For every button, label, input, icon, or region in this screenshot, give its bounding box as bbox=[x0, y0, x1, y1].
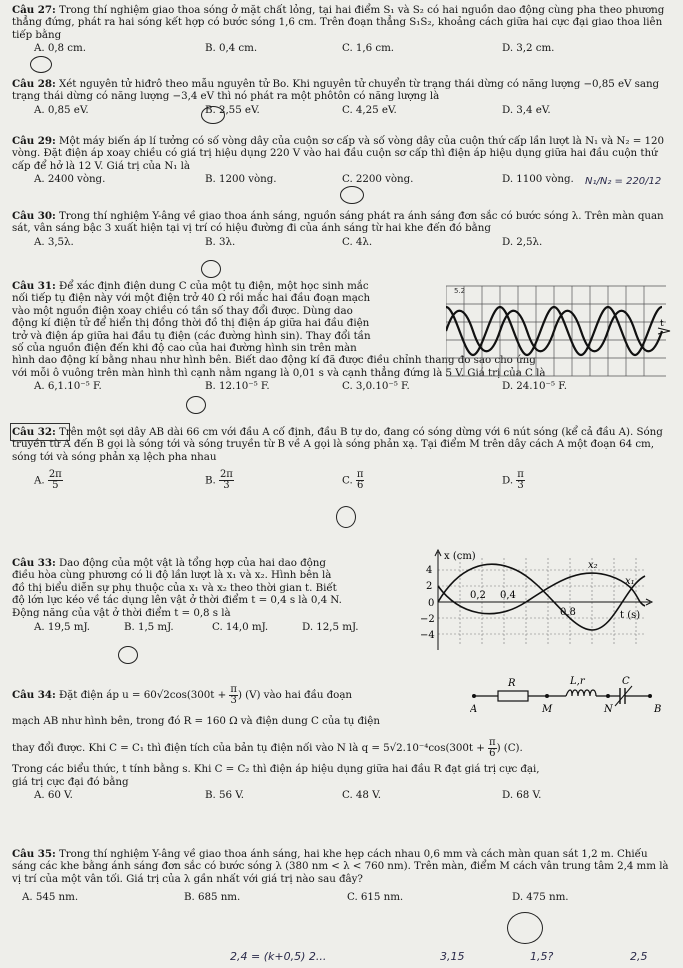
answer-circle bbox=[186, 396, 206, 414]
y-tick: 4 bbox=[426, 565, 433, 576]
question-30 bbox=[12, 210, 672, 249]
y-tick: −4 bbox=[420, 630, 435, 641]
text-line: Dao động của một vật là tổng hợp của hai dao động bbox=[58, 557, 326, 569]
option-b[interactable]: B. 1,5 mJ. bbox=[124, 621, 174, 634]
answer-circle bbox=[340, 186, 364, 204]
node-n bbox=[606, 694, 610, 698]
x-t-graph bbox=[420, 546, 660, 658]
question-label: Câu 29: bbox=[12, 135, 56, 147]
text-line: Động năng của vật ở thời điểm t = 0,8 s là bbox=[12, 606, 231, 619]
text-line: với mỗi ô vuông trên màn hình thì cạnh nằm ngang là 0,01 s và cạnh thẳng đứng là 5 V. Giá trị của C là bbox=[12, 366, 546, 379]
option-a[interactable]: A. 0,8 cm. bbox=[34, 42, 86, 55]
t-tick: 0,4 bbox=[500, 590, 516, 601]
option-c[interactable]: C. 3,0.10⁻⁵ F. bbox=[342, 380, 410, 393]
question-text: Một máy biến áp lí tưởng có số vòng dây của cuộn sơ cấp và số vòng dây của cuộn thứ cấp lần lượt là N₁ và N₂ = 120 vòng. Đặt điện áp xoay chiều có giá trị hiệu dụng 220 V vào hai đầu cuộn sơ cấp thì điện áp hiệu dụng giữa hai đầu cuộn thứ cấp để hở là 12 V. Giá trị của N₁ là bbox=[12, 135, 664, 172]
y-tick: 2 bbox=[426, 581, 433, 592]
option-c[interactable]: C. 4,25 eV. bbox=[342, 103, 397, 116]
answer-circle bbox=[336, 506, 356, 528]
node-a bbox=[472, 694, 476, 698]
option-d[interactable]: D. 3,4 eV. bbox=[502, 103, 551, 116]
option-c[interactable]: C. 14,0 mJ. bbox=[212, 621, 269, 634]
options bbox=[12, 236, 672, 249]
handwritten-note: 2,4 = (k+0,5) 2... bbox=[230, 950, 327, 963]
option-d[interactable]: D. 2,5λ. bbox=[502, 235, 543, 248]
oscilloscope-figure bbox=[446, 282, 672, 392]
handwritten-scale: 5.2 bbox=[454, 287, 466, 295]
text-line: mạch AB như hình bên, trong đó R = 160 Ω và điện dung C của tụ điện bbox=[12, 715, 380, 727]
option-a[interactable]: A. 6,1.10⁻⁵ F. bbox=[34, 380, 102, 393]
question-label: Câu 33: bbox=[12, 557, 56, 569]
answer-circle bbox=[507, 912, 543, 944]
legend-x2: x₂ bbox=[588, 560, 598, 571]
y-tick: −2 bbox=[420, 614, 435, 625]
option-d[interactable]: D. 475 nm. bbox=[512, 891, 569, 904]
options bbox=[12, 104, 672, 117]
text-line: Để xác định điện dung C của một tụ điện, một học sinh mắc bbox=[58, 280, 369, 292]
option-a[interactable]: A. 3,5λ. bbox=[34, 235, 74, 248]
option-a[interactable]: A. 545 nm. bbox=[22, 891, 79, 904]
axis-t-label: t bbox=[660, 319, 664, 329]
question-label: Câu 28: bbox=[12, 78, 56, 90]
options bbox=[12, 173, 672, 186]
question-text: Trong thí nghiệm Y-âng về giao thoa ánh sáng, hai khe hẹp cách nhau 0,6 mm và cách màn quan sát 1,2 m. Chiếu sáng các khe bằng ánh sáng đơn sắc có bước sóng λ (380 nm < λ < 760 nm). Trên màn, điểm M cách vân trung tâm 2,4 mm là vị trí của một vân tối. Giá trị của λ gần nhất với giá trị nào sau đây? bbox=[12, 848, 669, 885]
question-32 bbox=[12, 426, 672, 500]
options bbox=[12, 789, 672, 802]
question-28 bbox=[12, 78, 672, 117]
option-d[interactable]: D. 68 V. bbox=[502, 789, 542, 802]
question-label: Câu 31: bbox=[12, 280, 56, 292]
text-line: hình dao động kí bằng nhau như hình bên. Biết dao động kí đã được điều chỉnh thang đo sao cho ứng bbox=[12, 354, 536, 367]
text-line: trở và điện áp giữa hai đầu tụ điện (các đường hình sin). Thay đổi tần bbox=[12, 329, 371, 342]
t-tick: 0,2 bbox=[470, 590, 486, 601]
option-c[interactable]: C. 1,6 cm. bbox=[342, 42, 395, 55]
option-c[interactable]: C. 48 V. bbox=[342, 789, 381, 802]
question-29 bbox=[12, 135, 672, 186]
options bbox=[12, 42, 672, 55]
option-b[interactable]: B. 12.10⁻⁵ F. bbox=[205, 380, 270, 393]
question-text: Đặt điện áp u = 60√2cos(300t + bbox=[58, 689, 230, 701]
question-label: Câu 34: bbox=[12, 689, 56, 701]
y-tick: 0 bbox=[428, 598, 435, 609]
handwritten-note: 3,15 bbox=[440, 950, 465, 963]
option-a[interactable]: A. 2400 vòng. bbox=[34, 173, 106, 186]
question-text: Xét nguyên tử hiđrô theo mẫu nguyên tử Bo. Khi nguyên tử chuyển từ trạng thái dừng có năng lượng −0,85 eV sang trạng thái dừng có năng lượng −3,4 eV thì nó phát ra một phôtôn có năng lượng là bbox=[12, 78, 660, 103]
inductor-icon bbox=[566, 690, 596, 696]
options bbox=[12, 891, 672, 904]
text-line: số của nguồn điện đến khi độ cao của hai đường hình sin trên màn bbox=[12, 342, 357, 355]
text-line: vào một nguồn điện xoay chiều có tần số thay đổi được. Dùng dao bbox=[12, 304, 353, 317]
handwritten-note: 1,5? bbox=[530, 950, 554, 963]
question-34: Câu 34: Đặt điện áp u = 60√2cos(300t + $\frac{\pi}{3}$ ) (V) vào hai đầu đoạn mạch AB như hình bên, trong đó R = 160 Ω và điện dung C của tụ điện thay đổi được. Khi C = C₁ thì điện tích của bản tụ điện nối vào N là q = 5√2.10⁻⁴cos(300t + $\frac{\pi}{6}$ ) (C). Trong các biểu thức, t tính bằng s. Khi C = C₂ thì điện áp hiệu dụng giữa hai đầu R đạt giá trị cực đại, giá trị cực đại đó bằng A. 60 V. B. 56 V. C. 48 V. D. 68 V. bbox=[12, 684, 672, 802]
option-d[interactable]: D. 1100 vòng. bbox=[502, 173, 574, 186]
option-a[interactable]: A. 0,85 eV. bbox=[34, 103, 89, 116]
option-a[interactable]: A. 19,5 mJ. bbox=[34, 621, 90, 634]
question-label: Câu 32: bbox=[12, 426, 56, 438]
answer-circle bbox=[118, 646, 138, 664]
question-text: Trên một sợi dây AB dài 66 cm với đầu A cố định, đầu B tự do, đang có sóng dừng với 6 nút sóng (kể cả đầu A). Sóng truyền từ A đến B gọi là sóng tới và sóng truyền từ B về A gọi là sóng phản xạ. Tại điểm M trên dây cách A một đoạn 64 cm, sóng tới và sóng phản xạ lệch pha nhau bbox=[12, 426, 663, 463]
node-b bbox=[648, 694, 652, 698]
text-line: thay đổi được. Khi C = C₁ thì điện tích của bản tụ điện nối vào N là q = 5√2.10⁻⁴cos(300t + bbox=[12, 742, 489, 755]
question-label: Câu 30: bbox=[12, 210, 56, 222]
text-line: đồ thị biểu diễn sự phụ thuộc của x₁ và x₂ theo thời gian t. Biết bbox=[12, 581, 337, 594]
answer-circle bbox=[30, 56, 52, 73]
option-a[interactable]: A. $\frac{2\pi}{5}$ bbox=[34, 469, 62, 492]
node-m bbox=[545, 694, 549, 698]
option-c[interactable]: C. 4λ. bbox=[342, 235, 373, 248]
option-b[interactable]: B. $\frac{2\pi}{3}$ bbox=[205, 469, 233, 492]
question-text: Trong thí nghiệm Y-âng về giao thoa ánh sáng, nguồn sáng phát ra ánh sáng đơn sắc có bước sóng λ. Trên màn quan sát, vân sáng bậc 3 xuất hiện tại vị trí có hiệu đường đi của ánh sáng từ hai khe đến đó bằng bbox=[12, 210, 664, 235]
label-b: B bbox=[654, 704, 662, 715]
t-tick: 0,8 bbox=[560, 607, 576, 618]
question-27 bbox=[12, 4, 672, 55]
option-d[interactable]: D. $\frac{\pi}{3}$ bbox=[502, 469, 524, 492]
option-b[interactable]: B. 1200 vòng. bbox=[205, 173, 277, 186]
text-line: điều hòa cùng phương có li độ lần lượt là x₁ và x₂. Hình bên là bbox=[12, 569, 332, 582]
label-r: R bbox=[508, 678, 516, 689]
label-box bbox=[10, 423, 70, 441]
text-line: nối tiếp tụ điện này với một điện trở 40 Ω rồi mắc hai đầu đoạn mạch bbox=[12, 292, 371, 305]
resistor-icon bbox=[498, 691, 528, 701]
question-label: Câu 35: bbox=[12, 848, 56, 860]
handwritten-note: N₁/N₂ = 220/12 bbox=[585, 176, 662, 187]
option-b[interactable]: B. 56 V. bbox=[205, 789, 244, 802]
option-a[interactable]: A. 60 V. bbox=[34, 789, 73, 802]
text-line: giá trị cực đại đó bằng bbox=[12, 775, 129, 788]
option-c[interactable]: C. 2200 vòng. bbox=[342, 173, 414, 186]
question-35 bbox=[12, 848, 672, 904]
label-a: A bbox=[470, 704, 478, 715]
option-b[interactable]: B. 2,55 eV. bbox=[205, 103, 260, 116]
label-n: N bbox=[604, 704, 613, 715]
option-d[interactable]: D. 3,2 cm. bbox=[502, 42, 555, 55]
handwritten-note: 2,5 bbox=[630, 950, 648, 963]
legend-x1: x₁ bbox=[625, 576, 635, 587]
grid bbox=[446, 286, 666, 376]
answer-circle bbox=[201, 106, 225, 124]
options bbox=[12, 470, 672, 500]
answer-circle bbox=[201, 260, 221, 278]
circuit-diagram bbox=[470, 674, 670, 716]
option-c[interactable]: C. $\frac{\pi}{6}$ bbox=[342, 469, 364, 492]
question-text: Trong thí nghiệm giao thoa sóng ở mặt chất lỏng, tại hai điểm S₁ và S₂ có hai nguồn dao động cùng pha theo phương thẳng đứng, phát ra hai sóng kết hợp có bước sóng 1,6 cm. Trên đoạn thẳng S₁S₂, khoảng cách giữa hai cực đại giao thoa liên tiếp bằng bbox=[12, 4, 665, 41]
option-b[interactable]: B. 3λ. bbox=[205, 235, 236, 248]
t-axis-label: t (s) bbox=[620, 610, 641, 621]
option-b[interactable]: B. 685 nm. bbox=[184, 891, 241, 904]
x-axis-label: x (cm) bbox=[444, 551, 476, 562]
option-d[interactable]: D. 24.10⁻⁵ F. bbox=[502, 380, 567, 393]
label-c: C bbox=[622, 676, 630, 687]
text-line: độ lớn lực kéo về tác dụng lên vật ở thời điểm t = 0,4 s là 0,4 N. bbox=[12, 594, 342, 607]
label-lr: L,r bbox=[570, 676, 585, 687]
question-label: Câu 27: bbox=[12, 4, 56, 16]
option-d[interactable]: D. 12,5 mJ. bbox=[302, 621, 359, 634]
text-line: Trong các biểu thức, t tính bằng s. Khi C = C₂ thì điện áp hiệu dụng giữa hai đầu R đạt giá trị cực đại, bbox=[12, 763, 540, 776]
option-b[interactable]: B. 0,4 cm. bbox=[205, 42, 258, 55]
option-c[interactable]: C. 615 nm. bbox=[347, 891, 404, 904]
text-line: động kí điện tử để hiển thị đồng thời đồ thị điện áp giữa hai đầu điện bbox=[12, 317, 370, 330]
label-m: M bbox=[542, 704, 553, 715]
